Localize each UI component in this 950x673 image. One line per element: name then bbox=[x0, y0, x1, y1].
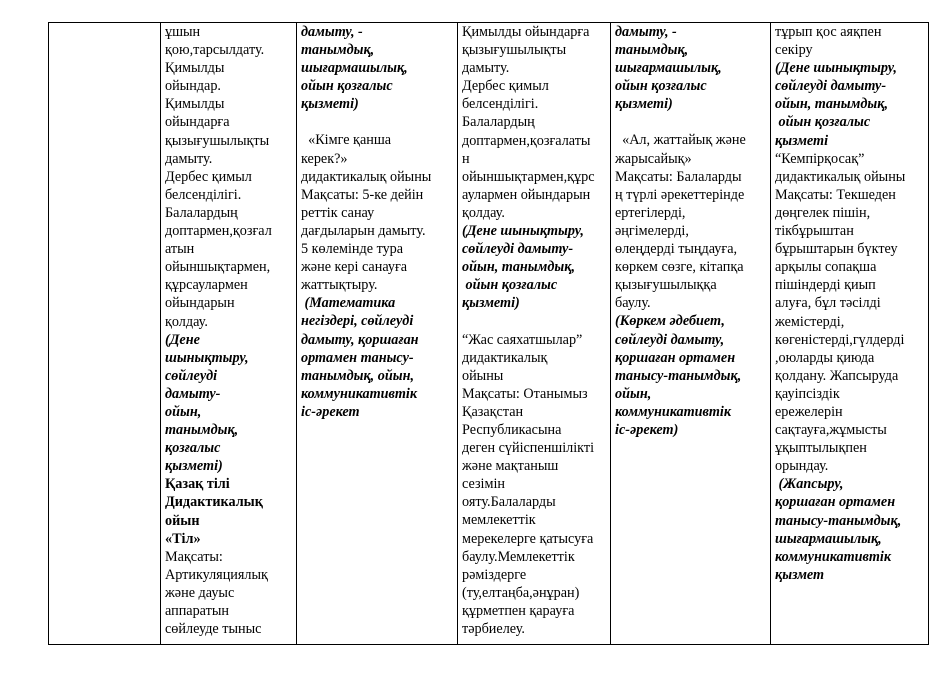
cell-text-line: қызығушылықты bbox=[462, 42, 567, 59]
cell-text-line: дамыту- bbox=[165, 385, 221, 402]
cell-text-line: секіру bbox=[775, 42, 813, 59]
cell-text-line: көгеністерді,гүлдерді bbox=[775, 331, 905, 348]
cell-text-line: коммуникативтік bbox=[615, 403, 732, 420]
cell-text-line: Артикуляциялық bbox=[165, 566, 268, 583]
cell-text-line: (Дене шынықтыру, bbox=[462, 223, 584, 240]
cell-text-line: дағдыларын дамыту. bbox=[301, 222, 426, 239]
cell-text-line: қызмет bbox=[775, 566, 825, 583]
cell-text-line: 5 көлемінде тура bbox=[301, 241, 404, 258]
cell-text-line: «Кімге қанша bbox=[301, 132, 392, 149]
cell-text-line: дидактикалық bbox=[462, 349, 548, 366]
cell-text-line: рәміздерге bbox=[462, 566, 527, 583]
cell-text-line: Республикасына bbox=[462, 421, 562, 438]
cell-text-line: шығармашылық, bbox=[301, 60, 408, 77]
blank-line bbox=[301, 113, 453, 131]
cell-text-line: Мақсаты: bbox=[165, 548, 223, 565]
cell-text-line: қызығушылыққа bbox=[615, 277, 717, 294]
cell-text-line: құрсаулармен bbox=[165, 277, 248, 294]
cell-text-line: пішіндерді қиып bbox=[775, 277, 876, 294]
cell-text-line: белсенділігі. bbox=[462, 96, 539, 113]
cell-text-line: танысу-танымдық, bbox=[615, 367, 742, 384]
cell-text-line: «Тіл» bbox=[165, 530, 201, 547]
cell-text-line: қызметі) bbox=[462, 295, 520, 312]
cell-text-line: аппаратын bbox=[165, 603, 229, 619]
cell-text-line: дамыту, - bbox=[301, 24, 363, 40]
cell-text-line: қою,тарсылдату. bbox=[165, 42, 265, 59]
cell-text-line: мемлекеттік bbox=[462, 512, 536, 529]
cell-text-line: Қимылды bbox=[165, 96, 225, 113]
cell-text-line: ойындарға bbox=[165, 114, 230, 131]
cell-text-line: атын bbox=[165, 241, 195, 258]
table-cell-col5 bbox=[771, 23, 929, 645]
cell-text-line: қызметі) bbox=[301, 96, 359, 113]
cell-text-line: Қазақстан bbox=[462, 403, 524, 420]
cell-text-line: ң түрлі әрекеттерінде bbox=[615, 186, 745, 203]
cell-text-line: дамыту. bbox=[462, 60, 510, 77]
cell-text-line: Дербес қимыл bbox=[165, 168, 252, 185]
cell-text-line: доптармен,қозғалаты bbox=[462, 132, 591, 149]
cell-text-line: (Дене bbox=[165, 331, 200, 348]
cell-text-line: қауіпсіздік bbox=[775, 385, 840, 402]
cell-text-line: Қазақ тілі bbox=[165, 476, 230, 493]
cell-text-line: ойын bbox=[165, 512, 200, 529]
cell-text-line: өлеңдерді тыңдауға, bbox=[615, 241, 738, 258]
cell-text-line: (Жапсыру, bbox=[775, 476, 844, 493]
cell-text-line: және кері санауға bbox=[301, 259, 408, 276]
cell-text-line: қолдау. bbox=[462, 204, 505, 221]
cell-text-line: ойын, bbox=[615, 385, 652, 402]
cell-text-line: дамыту, - bbox=[615, 24, 677, 40]
cell-text-line: сақтауға,жұмысты bbox=[775, 422, 887, 439]
cell-text-line: танысу-танымдық, bbox=[775, 512, 902, 529]
cell-text-line: қозғалыс bbox=[165, 440, 221, 457]
cell-text-line: бұрыштарын бүктеу bbox=[775, 241, 898, 258]
cell-text-line: қызығушылықты bbox=[165, 132, 270, 149]
cell-text-line: (Дене шынықтыру, bbox=[775, 60, 897, 77]
cell-text-line: ойын қозғалыс bbox=[462, 277, 558, 294]
cell-text-line: әңгімелерді, bbox=[615, 222, 689, 239]
cell-text-line: ойыны bbox=[462, 367, 504, 384]
cell-text-line: ,оюларды қиюда bbox=[775, 349, 875, 366]
cell-text-line: баулу.Мемлекеттік bbox=[462, 548, 575, 565]
cell-text-line: көркем сөзге, кітапқа bbox=[615, 259, 744, 276]
cell-text-line: Мақсаты: Отанымыз bbox=[462, 385, 588, 402]
table-cell-empty bbox=[49, 23, 161, 645]
table-row bbox=[49, 23, 929, 645]
table-cell-col4 bbox=[611, 23, 771, 645]
cell-text-line: дөңгелек пішін, bbox=[775, 204, 871, 221]
cell-text-line: жарысайық» bbox=[615, 150, 692, 167]
blank-line bbox=[615, 113, 766, 131]
cell-text-line: баулу. bbox=[615, 295, 651, 312]
cell-text-line: ережелерін bbox=[775, 403, 843, 420]
cell-text-line: сөйлеуді дамыту- bbox=[462, 241, 574, 258]
cell-text-line: қызметі) bbox=[615, 96, 673, 113]
cell-text-line: Қимылды bbox=[165, 60, 225, 77]
cell-text-line: тікбұрыштан bbox=[775, 223, 854, 240]
cell-text-line: ортамен танысу- bbox=[301, 349, 414, 366]
cell-text-line: ұқыптылықпен bbox=[775, 440, 867, 457]
cell-text-line: жемістерді, bbox=[775, 313, 845, 330]
cell-text-line: белсенділігі. bbox=[165, 186, 242, 203]
cell-text-line: және дауыс bbox=[165, 584, 235, 601]
cell-text-line: және мақтаныш bbox=[462, 458, 559, 475]
cell-text-line: (ту,елтаңба,әнұран) bbox=[462, 584, 580, 601]
cell-text-line: (Көркем әдебиет, bbox=[615, 313, 725, 330]
cell-text-line: тұрып қос аяқпен bbox=[775, 24, 882, 40]
cell-text-line: қоршаған ортамен bbox=[775, 494, 896, 511]
cell-text-line: ойыншықтармен,құрс bbox=[462, 168, 595, 185]
cell-text-line: шығармашылық, bbox=[615, 60, 722, 77]
cell-text-line: реттік санау bbox=[301, 204, 375, 221]
cell-text-line: ойын, танымдық, bbox=[775, 96, 888, 113]
cell-text-line: деген сүйіспеншілікті bbox=[462, 440, 595, 457]
plan-table bbox=[48, 22, 929, 645]
cell-text-line: құрметпен қарауға bbox=[462, 602, 575, 619]
cell-text-line: “Кемпірқосақ” bbox=[775, 150, 865, 167]
cell-text-line: “Жас саяхатшылар” bbox=[462, 331, 583, 348]
cell-text-line: сөйлеуді bbox=[165, 367, 218, 384]
cell-text-line: танымдық, bbox=[301, 42, 375, 59]
cell-text-line: ойыншықтармен, bbox=[165, 259, 271, 276]
cell-text-line: ертегілерді, bbox=[615, 204, 686, 221]
cell-text-line: іс-әрекет bbox=[301, 403, 360, 420]
cell-text-line: ойын қозғалыс bbox=[775, 114, 871, 131]
cell-text-line: доптармен,қозғал bbox=[165, 223, 272, 240]
cell-text-line: танымдық, bbox=[615, 42, 689, 59]
cell-text-line: Мақсаты: Текшеден bbox=[775, 186, 896, 203]
cell-text-line: қоршаған ортамен bbox=[615, 349, 736, 366]
cell-text-line: коммуникативтік bbox=[775, 548, 892, 565]
blank-line bbox=[462, 313, 606, 331]
cell-text-line: коммуникативтік bbox=[301, 385, 418, 402]
cell-text-line: негіздері, сөйлеуді bbox=[301, 313, 414, 330]
cell-text-line: ойын қозғалыс bbox=[615, 78, 707, 95]
cell-text-line: ұшын bbox=[165, 24, 201, 40]
cell-text-line: дамыту. bbox=[165, 150, 213, 167]
cell-text-line: қызметі) bbox=[165, 458, 223, 475]
cell-text-line: қолдану. Жапсыруда bbox=[775, 367, 899, 384]
cell-text-line: дидактикалық ойыны bbox=[775, 168, 906, 185]
cell-text-line: ойын, танымдық, bbox=[462, 259, 575, 276]
cell-text-line: іс-әрекет) bbox=[615, 421, 679, 438]
cell-text-line: дидактикалық ойыны bbox=[301, 168, 432, 185]
cell-text-line: тәрбиелеу. bbox=[462, 621, 525, 637]
cell-text-line: сөйлеуді дамыту- bbox=[775, 78, 887, 95]
cell-text-line: арқылы сопақша bbox=[775, 259, 877, 276]
cell-text-line: танымдық, bbox=[165, 422, 239, 439]
cell-text-line: мерекелерге қатысуға bbox=[462, 530, 594, 547]
cell-text-line: ойындарын bbox=[165, 295, 235, 312]
cell-text-line: шығармашылық, bbox=[775, 530, 882, 547]
cell-text-line: Дербес қимыл bbox=[462, 78, 549, 95]
cell-text-line: ойын қозғалыс bbox=[301, 78, 393, 95]
cell-text-line: ояту.Балаларды bbox=[462, 494, 556, 511]
table-cell-col2 bbox=[297, 23, 458, 645]
cell-text-line: Мақсаты: 5-ке дейін bbox=[301, 186, 424, 203]
table-cell-col1 bbox=[161, 23, 297, 645]
cell-text-line: н bbox=[462, 150, 470, 167]
cell-text-line: сезімін bbox=[462, 476, 505, 493]
cell-text-line: Балалардың bbox=[165, 204, 238, 221]
cell-text-line: қолдау. bbox=[165, 313, 208, 330]
cell-text-line: шынықтыру, bbox=[165, 349, 249, 366]
cell-text-line: орындау. bbox=[775, 458, 829, 475]
cell-text-line: (Математика bbox=[301, 295, 396, 312]
cell-text-line: Қимылды ойындарға bbox=[462, 24, 590, 40]
cell-text-line: «Ал, жаттайық және bbox=[615, 132, 746, 149]
table-cell-col3 bbox=[458, 23, 611, 645]
cell-text-line: сөйлеуде тыныс bbox=[165, 621, 262, 638]
cell-text-line: сөйлеуді дамыту, bbox=[615, 331, 725, 348]
cell-text-line: алуға, бұл тәсілді bbox=[775, 295, 881, 312]
cell-text-line: керек?» bbox=[301, 150, 348, 167]
cell-text-line: қызметі bbox=[775, 132, 829, 149]
cell-text-line: Дидактикалық bbox=[165, 494, 263, 511]
cell-text-line: ойындар. bbox=[165, 78, 221, 95]
cell-text-line: танымдық, ойын, bbox=[301, 367, 414, 384]
cell-text-line: жаттықтыру. bbox=[301, 277, 378, 294]
cell-text-line: Балалардың bbox=[462, 114, 535, 131]
cell-text-line: дамыту, қоршаған bbox=[301, 331, 419, 348]
cell-text-line: ойын, bbox=[165, 403, 202, 420]
cell-text-line: аулармен ойындарын bbox=[462, 186, 591, 203]
cell-text-line: Мақсаты: Балаларды bbox=[615, 168, 742, 185]
